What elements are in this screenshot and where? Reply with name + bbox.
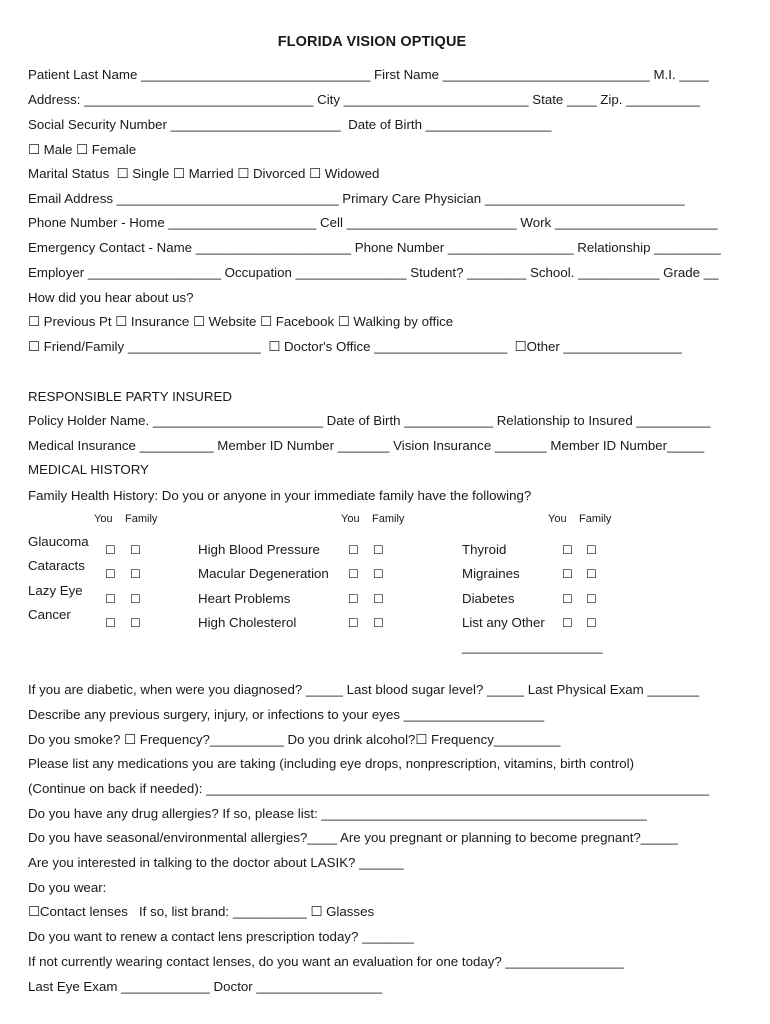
high-cholesterol-family-checkbox[interactable]: ☐ xyxy=(373,616,384,630)
heart-problems-family-checkbox[interactable]: ☐ xyxy=(373,592,384,606)
diabetes-you-checkbox[interactable]: ☐ xyxy=(562,592,573,606)
lazy-eye-you-checkbox[interactable]: ☐ xyxy=(105,592,116,606)
smoke-alcohol-line[interactable]: Do you smoke? ☐ Frequency?__________ Do you drink alcohol?☐ Frequency_________ xyxy=(28,732,561,747)
drug-allergies-line[interactable]: Do you have any drug allergies? If so, please list: ____________________________________________ xyxy=(28,806,647,821)
form-title: FLORIDA VISION OPTIQUE xyxy=(277,34,467,50)
condition-heart-problems: Heart Problems xyxy=(198,591,291,606)
condition-migraines: Migraines xyxy=(462,566,520,581)
high-cholesterol-you-checkbox[interactable]: ☐ xyxy=(348,616,359,630)
col1-you-header: You xyxy=(94,513,113,525)
condition-glaucoma: Glaucoma xyxy=(28,534,89,549)
cataracts-you-checkbox[interactable]: ☐ xyxy=(105,567,116,581)
condition-thyroid: Thyroid xyxy=(462,542,507,557)
wear-question: Do you wear: xyxy=(28,880,107,895)
renew-contacts-line[interactable]: Do you want to renew a contact lens prescription today? _______ xyxy=(28,929,414,944)
col3-you-header: You xyxy=(548,513,567,525)
medical-history-heading: MEDICAL HISTORY xyxy=(28,462,149,477)
high-blood-pressure-family-checkbox[interactable]: ☐ xyxy=(373,543,384,557)
condition-high-blood-pressure: High Blood Pressure xyxy=(198,542,320,557)
phone-line[interactable]: Phone Number - Home ____________________ Cell _______________________ Work ______________________ xyxy=(28,215,718,230)
seasonal-allergies-line[interactable]: Do you have seasonal/environmental allergies?____ Are you pregnant or planning to become pregnant?_____ xyxy=(28,830,678,845)
col2-you-header: You xyxy=(341,513,360,525)
family-history-question: Family Health History: Do you or anyone in your immediate family have the following? xyxy=(28,488,532,503)
contact-evaluation-line[interactable]: If not currently wearing contact lenses, do you want an evaluation for one today? ________________ xyxy=(28,954,624,969)
medications-continue-line[interactable]: (Continue on back if needed): ____________________________________________________________________ xyxy=(28,781,710,796)
other-condition-blank[interactable]: ___________________ xyxy=(462,639,603,654)
cataracts-family-checkbox[interactable]: ☐ xyxy=(130,567,141,581)
emergency-contact-line[interactable]: Emergency Contact - Name _____________________ Phone Number _________________ Relationship _________ xyxy=(28,240,721,255)
macular-degeneration-you-checkbox[interactable]: ☐ xyxy=(348,567,359,581)
policy-holder-line[interactable]: Policy Holder Name. _______________________ Date of Birth ____________ Relationship to Insured __________ xyxy=(28,413,711,428)
other-family-checkbox[interactable]: ☐ xyxy=(586,616,597,630)
macular-degeneration-family-checkbox[interactable]: ☐ xyxy=(373,567,384,581)
medications-line: Please list any medications you are taking (including eye drops, nonprescription, vitamins, birth control) xyxy=(28,756,635,771)
thyroid-family-checkbox[interactable]: ☐ xyxy=(586,543,597,557)
condition-lazy-eye: Lazy Eye xyxy=(28,583,83,598)
insurance-line[interactable]: Medical Insurance __________ Member ID Number _______ Vision Insurance _______ Member ID Number_____ xyxy=(28,438,705,453)
gender-line[interactable]: ☐ Male ☐ Female xyxy=(28,142,137,157)
email-physician-line[interactable]: Email Address ______________________________ Primary Care Physician ___________________________ xyxy=(28,191,685,206)
col2-family-header: Family xyxy=(372,513,405,525)
referral-options-1[interactable]: ☐ Previous Pt ☐ Insurance ☐ Website ☐ Facebook ☐ Walking by office xyxy=(28,314,454,329)
lazy-eye-family-checkbox[interactable]: ☐ xyxy=(130,592,141,606)
glaucoma-family-checkbox[interactable]: ☐ xyxy=(130,543,141,557)
other-you-checkbox[interactable]: ☐ xyxy=(562,616,573,630)
address-line[interactable]: Address: _______________________________ City _________________________ State ____ Zip. __________ xyxy=(28,92,701,107)
glaucoma-you-checkbox[interactable]: ☐ xyxy=(105,543,116,557)
high-blood-pressure-you-checkbox[interactable]: ☐ xyxy=(348,543,359,557)
col3-family-header: Family xyxy=(579,513,612,525)
condition-macular-degeneration: Macular Degeneration xyxy=(198,566,329,581)
lasik-line[interactable]: Are you interested in talking to the doctor about LASIK? ______ xyxy=(28,855,404,870)
eye-surgery-line[interactable]: Describe any previous surgery, injury, or infections to your eyes ___________________ xyxy=(28,707,545,722)
responsible-party-heading: RESPONSIBLE PARTY INSURED xyxy=(28,389,232,404)
referral-options-2[interactable]: ☐ Friend/Family __________________ ☐ Doctor's Office __________________ ☐Other ________________ xyxy=(28,339,682,354)
heart-problems-you-checkbox[interactable]: ☐ xyxy=(348,592,359,606)
cancer-family-checkbox[interactable]: ☐ xyxy=(130,616,141,630)
cancer-you-checkbox[interactable]: ☐ xyxy=(105,616,116,630)
ssn-dob-line[interactable]: Social Security Number _______________________ Date of Birth _________________ xyxy=(28,117,552,132)
col1-family-header: Family xyxy=(125,513,158,525)
condition-cancer: Cancer xyxy=(28,607,71,622)
referral-question: How did you hear about us? xyxy=(28,290,194,305)
thyroid-you-checkbox[interactable]: ☐ xyxy=(562,543,573,557)
condition-high-cholesterol: High Cholesterol xyxy=(198,615,297,630)
contacts-glasses-line[interactable]: ☐Contact lenses If so, list brand: __________ ☐ Glasses xyxy=(28,904,375,919)
migraines-family-checkbox[interactable]: ☐ xyxy=(586,567,597,581)
last-eye-exam-line[interactable]: Last Eye Exam ____________ Doctor _________________ xyxy=(28,979,383,994)
condition-cataracts: Cataracts xyxy=(28,558,85,573)
patient-name-line[interactable]: Patient Last Name _______________________________ First Name ____________________________ M.I. ____ xyxy=(28,67,709,82)
diabetes-family-checkbox[interactable]: ☐ xyxy=(586,592,597,606)
employer-line[interactable]: Employer __________________ Occupation _______________ Student? ________ School. ___________ Grade __ xyxy=(28,265,719,280)
diabetic-line[interactable]: If you are diabetic, when were you diagnosed? _____ Last blood sugar level? _____ Last Physical Exam _______ xyxy=(28,682,700,697)
condition-list-any-other: List any Other xyxy=(462,615,545,630)
condition-diabetes: Diabetes xyxy=(462,591,515,606)
marital-status-line[interactable]: Marital Status ☐ Single ☐ Married ☐ Divorced ☐ Widowed xyxy=(28,166,380,181)
migraines-you-checkbox[interactable]: ☐ xyxy=(562,567,573,581)
